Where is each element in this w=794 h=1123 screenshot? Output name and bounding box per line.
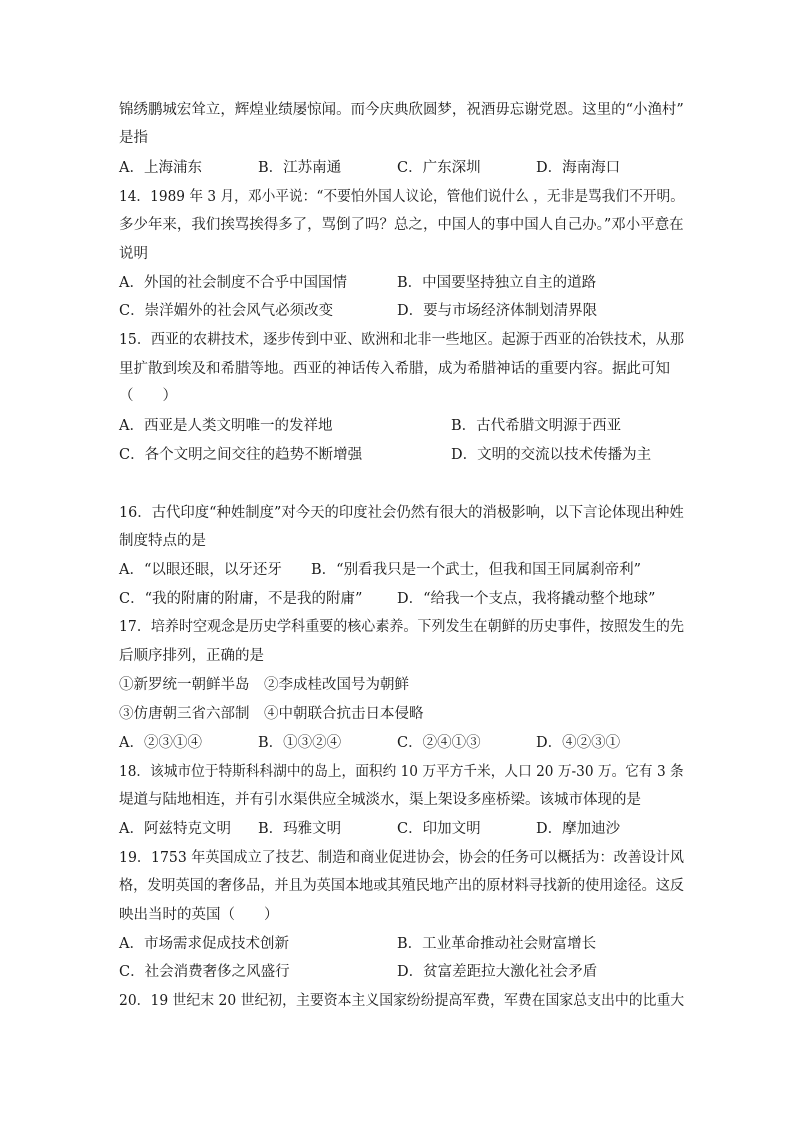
q15-option-c: C．各个文明之间交往的趋势不断增强 [119, 447, 363, 463]
q13-option-b: B．江苏南通 [258, 160, 342, 176]
q15-option-a: A．西亚是人类文明唯一的发祥地 [119, 418, 333, 434]
q14-line-3: 说明 [119, 246, 148, 262]
q15-option-d: D．文明的交流以技术传播为主 [451, 447, 652, 463]
q16-option-d: D．“给我一个支点，我将撬动整个地球” [397, 591, 656, 607]
q17-option-b: B．①③②④ [258, 735, 342, 751]
q18-option-c: C．印加文明 [397, 821, 481, 837]
q17-option-a: A．②③①④ [119, 735, 202, 751]
q16-option-a: A．“以眼还眼，以牙还牙 [119, 562, 282, 578]
q16-option-b: B．“别看我只是一个武士，但我和国王同属刹帝利” [311, 562, 641, 578]
q19-line-2: 格，发明英国的奢侈品，并且为英国本地或其殖民地产出的原材料寻找新的使用途径。这反 [119, 878, 684, 894]
q17-option-c: C．②④①③ [397, 735, 481, 751]
q16-line-1: 16．古代印度“种姓制度”对今天的印度社会仍然有很大的消极影响，以下言论体现出种姓 [119, 505, 684, 521]
q14-option-d: D．要与市场经济体制划清界限 [397, 303, 598, 319]
q14-line-2: 多少年来，我们挨骂挨得多了，骂倒了吗？总之，中国人的事中国人自己办。”邓小平意在 [119, 217, 684, 233]
q18-option-d: D．摩加迪沙 [536, 821, 621, 837]
q19-option-b: B．工业革命推动社会财富增长 [397, 936, 597, 952]
q13-option-d: D．海南海口 [536, 160, 621, 176]
q13-line-2: 是指 [119, 130, 148, 146]
q14-option-c: C．崇洋媚外的社会风气必须改变 [119, 303, 334, 319]
q15-line-1: 15．西亚的农耕技术，逐步传到中亚、欧洲和北非一些地区。起源于西亚的冶铁技术，从那 [119, 332, 684, 348]
q19-line-3: 映出当时的英国（ ） [119, 907, 279, 923]
q14-option-b: B．中国要坚持独立自主的道路 [397, 275, 597, 291]
q17-option-d: D．④②③① [536, 735, 621, 751]
q13-option-a: A．上海浦东 [119, 160, 202, 176]
q19-line-1: 19．1753 年英国成立了技艺、制造和商业促进协会，协会的任务可以概括为：改善设计风 [119, 850, 684, 866]
q17-line-2: 后顺序排列，正确的是 [119, 648, 264, 664]
q15-line-3: （ ） [119, 388, 177, 404]
q16-line-2: 制度特点的是 [119, 533, 206, 549]
q18-line-2: 堤道与陆地相连，并有引水渠供应全城淡水，渠上架设多座桥梁。该城市体现的是 [119, 792, 641, 808]
q17-line-1: 17．培养时空观念是历史学科重要的核心素养。下列发生在朝鲜的历史事件，按照发生的先 [119, 619, 684, 635]
q15-line-2: 里扩散到埃及和希腊等地。西亚的神话传入希腊，成为希腊神话的重要内容。据此可知 [119, 361, 670, 377]
q17-line-4: ③仿唐朝三省六部制 ④中朝联合抗击日本侵略 [119, 706, 424, 722]
q18-line-1: 18．该城市位于特斯科科湖中的岛上，面积约 10 万平方千米，人口 20 万-30 万。它有 3 条 [119, 764, 684, 780]
q16-option-c: C．“我的附庸的附庸，不是我的附庸” [119, 591, 363, 607]
q14-option-a: A．外国的社会制度不合乎中国国情 [119, 275, 347, 291]
q15-option-b: B．古代希腊文明源于西亚 [451, 418, 622, 434]
q17-line-3: ①新罗统一朝鲜半岛 ②李成桂改国号为朝鲜 [119, 677, 409, 693]
q13-option-c: C．广东深圳 [397, 160, 481, 176]
q14-line-1: 14．1989 年 3 月，邓小平说：“不要怕外国人议论，管他们说什么 ，无非是骂我们不开明。 [119, 189, 684, 205]
q13-line-1: 锦绣鹏城宏耸立，辉煌业绩屡惊闻。而今庆典欣圆梦，祝酒毋忘谢党恩。这里的“小渔村” [119, 102, 684, 118]
q20-line-1: 20．19 世纪末 20 世纪初，主要资本主义国家纷纷提高军费，军费在国家总支出中的比重大 [119, 993, 685, 1009]
q19-option-a: A．市场需求促成技术创新 [119, 936, 289, 952]
q18-option-a: A．阿兹特克文明 [119, 821, 231, 837]
q18-option-b: B．玛雅文明 [258, 821, 342, 837]
q19-option-d: D．贫富差距拉大激化社会矛盾 [397, 964, 598, 980]
q19-option-c: C．社会消费奢侈之风盛行 [119, 964, 290, 980]
